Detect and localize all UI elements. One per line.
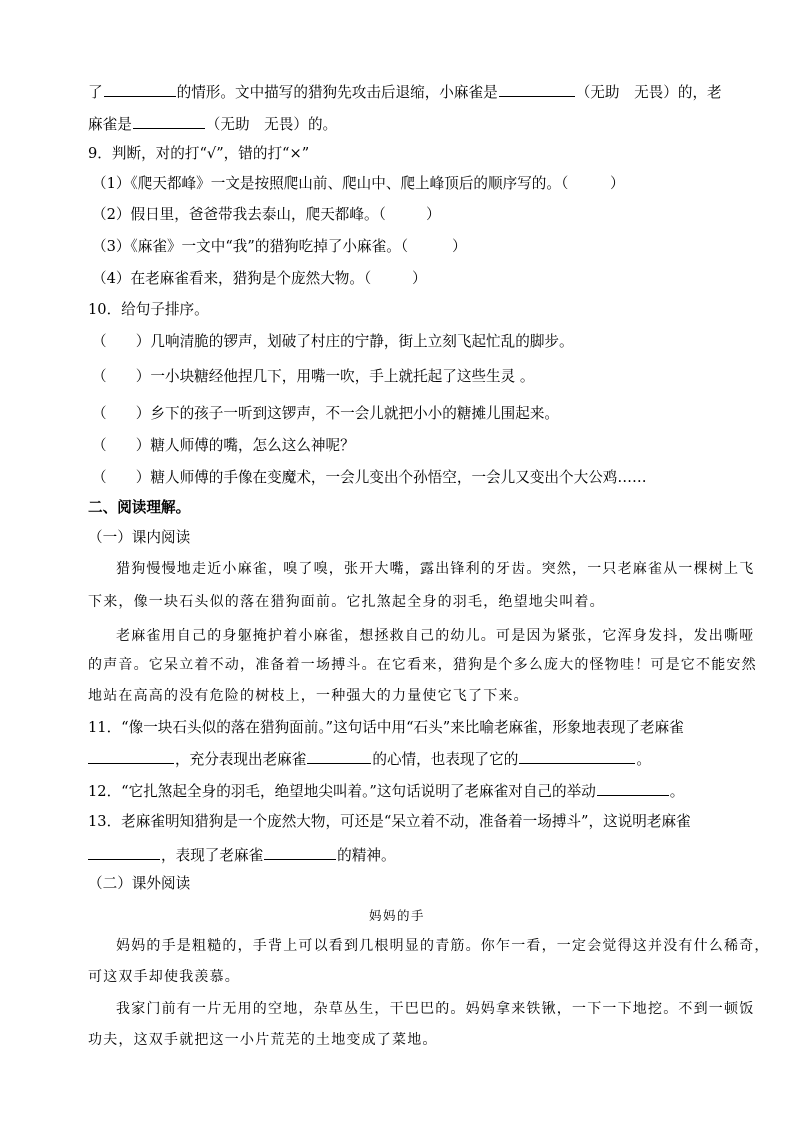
question-13: 13．老麻雀明知猎狗是一个庞然大物，可还是“呆立着不动，准备着一场搏斗”，这说明老麻雀	[88, 813, 691, 830]
text: 了	[88, 84, 103, 101]
text: 12．“它扎煞起全身的羽毛，绝望地尖叫着。”这句话说明了老麻雀对自己的举动	[88, 783, 596, 800]
text: ，充分表现出老麻雀	[175, 751, 307, 768]
subsection-title: （一）课内阅读	[88, 529, 191, 546]
passage-line: 下来，像一块石头似的落在猎狗面前。它扎煞起全身的羽毛，绝望地尖叫着。	[88, 594, 605, 610]
passage-line: 可这双手却使我羡慕。	[88, 969, 240, 985]
judge-answer-bracket[interactable]: ）	[426, 206, 441, 223]
text: （无助 无畏）的，老	[575, 84, 722, 101]
judge-answer-bracket[interactable]: ）	[452, 238, 467, 255]
fill-line-1	[88, 81, 722, 103]
judge-answer-bracket[interactable]: ）	[412, 270, 427, 287]
passage-line: 地站在高高的没有危险的树枝上，一种强大的力量使它飞了下来。	[88, 688, 529, 704]
text: 。	[669, 783, 685, 800]
question-10-title: 10．给句子排序。	[88, 301, 209, 318]
passage-line: 妈妈的手是粗糙的，手背上可以看到几根明显的青筋。你乍一看，一定会觉得这并没有什么稀奇，	[116, 938, 770, 954]
passage-line: 功夫，这双手就把这一小片荒芜的土地变成了菜地。	[88, 1032, 438, 1048]
answer-blank[interactable]	[104, 81, 176, 97]
answer-blank[interactable]	[88, 844, 160, 860]
judge-text: （2）假日里，爸爸带我去泰山，爬天都峰。（	[92, 206, 386, 223]
answer-blank[interactable]	[88, 748, 174, 764]
sort-item[interactable]: （ ）糖人师傅的嘴，怎么这么神呢？	[92, 437, 355, 454]
passage-title: 妈妈的手	[368, 908, 425, 923]
question-9-title: 9．判断，对的打“√”，错的打“×”	[88, 145, 310, 162]
answer-blank[interactable]	[264, 844, 336, 860]
question-11: 11．“像一块石头似的落在猎狗面前。”这句话中用“石头”来比喻老麻雀，形象地表现了老麻雀	[88, 719, 684, 736]
question-12	[88, 780, 684, 802]
text: 麻雀是	[88, 116, 132, 133]
passage-line: 的声音。它呆立着不动，准备着一场搏斗。在它看来，猎狗是个多么庞大的怪物哇！可是它不能安然	[88, 657, 757, 673]
text: 的情形。文中描写的猎狗先攻击后退缩，小麻雀是	[176, 84, 498, 101]
sort-item[interactable]: （ ）一小块糖经他捏几下，用嘴一吹，手上就托起了这些生灵 。	[92, 368, 535, 385]
sort-item[interactable]: （ ）糖人师傅的手像在变魔术，一会儿变出个孙悟空，一会儿又变出个大公鸡……	[92, 469, 647, 486]
text: ，表现了老麻雀	[161, 847, 264, 864]
subsection-title: （二）课外阅读	[88, 875, 191, 892]
text: 的精神。	[337, 847, 396, 864]
fill-line-2	[88, 113, 337, 135]
passage-line: 我家门前有一片无用的空地，杂草丛生，干巴巴的。妈妈拿来铁锹，一下一下地挖。不到一顿饭	[116, 1001, 755, 1017]
passage-line: 老麻雀用自己的身躯掩护着小麻雀，想拯救自己的幼儿。可是因为紧张，它浑身发抖，发出嘶哑	[116, 628, 755, 644]
judge-text: （1）《爬天都峰》一文是按照爬山前、爬山中、爬上峰顶后的顺序写的。（	[92, 175, 569, 192]
sort-item[interactable]: （ ）几响清脆的锣声，划破了村庄的宁静，街上立刻飞起忙乱的脚步。	[92, 333, 574, 350]
passage-line: 猎狗慢慢地走近小麻雀，嗅了嗅，张开大嘴，露出锋利的牙齿。突然，一只老麻雀从一棵树上飞	[116, 561, 755, 577]
sort-item[interactable]: （ ）乡下的孩子一听到这锣声，不一会儿就把小小的糖摊儿围起来。	[92, 405, 560, 422]
judge-text: （3）《麻雀》一文中“我”的猎狗吃掉了小麻雀。（	[92, 238, 409, 255]
answer-blank[interactable]	[597, 780, 669, 796]
question-11-fill	[88, 748, 651, 770]
section-title: 二、阅读理解。	[88, 499, 191, 516]
answer-blank[interactable]	[307, 748, 371, 764]
answer-blank[interactable]	[133, 113, 205, 129]
judge-text: （4）在老麻雀看来，猎狗是个庞然大物。（	[92, 270, 372, 287]
judge-answer-bracket[interactable]: ）	[610, 175, 625, 192]
answer-blank[interactable]	[519, 748, 635, 764]
text: （无助 无畏）的。	[205, 116, 338, 133]
answer-blank[interactable]	[499, 81, 575, 97]
text: 的心情，也表现了它的	[372, 751, 519, 768]
question-13-fill	[88, 844, 396, 866]
text: 。	[636, 751, 651, 768]
